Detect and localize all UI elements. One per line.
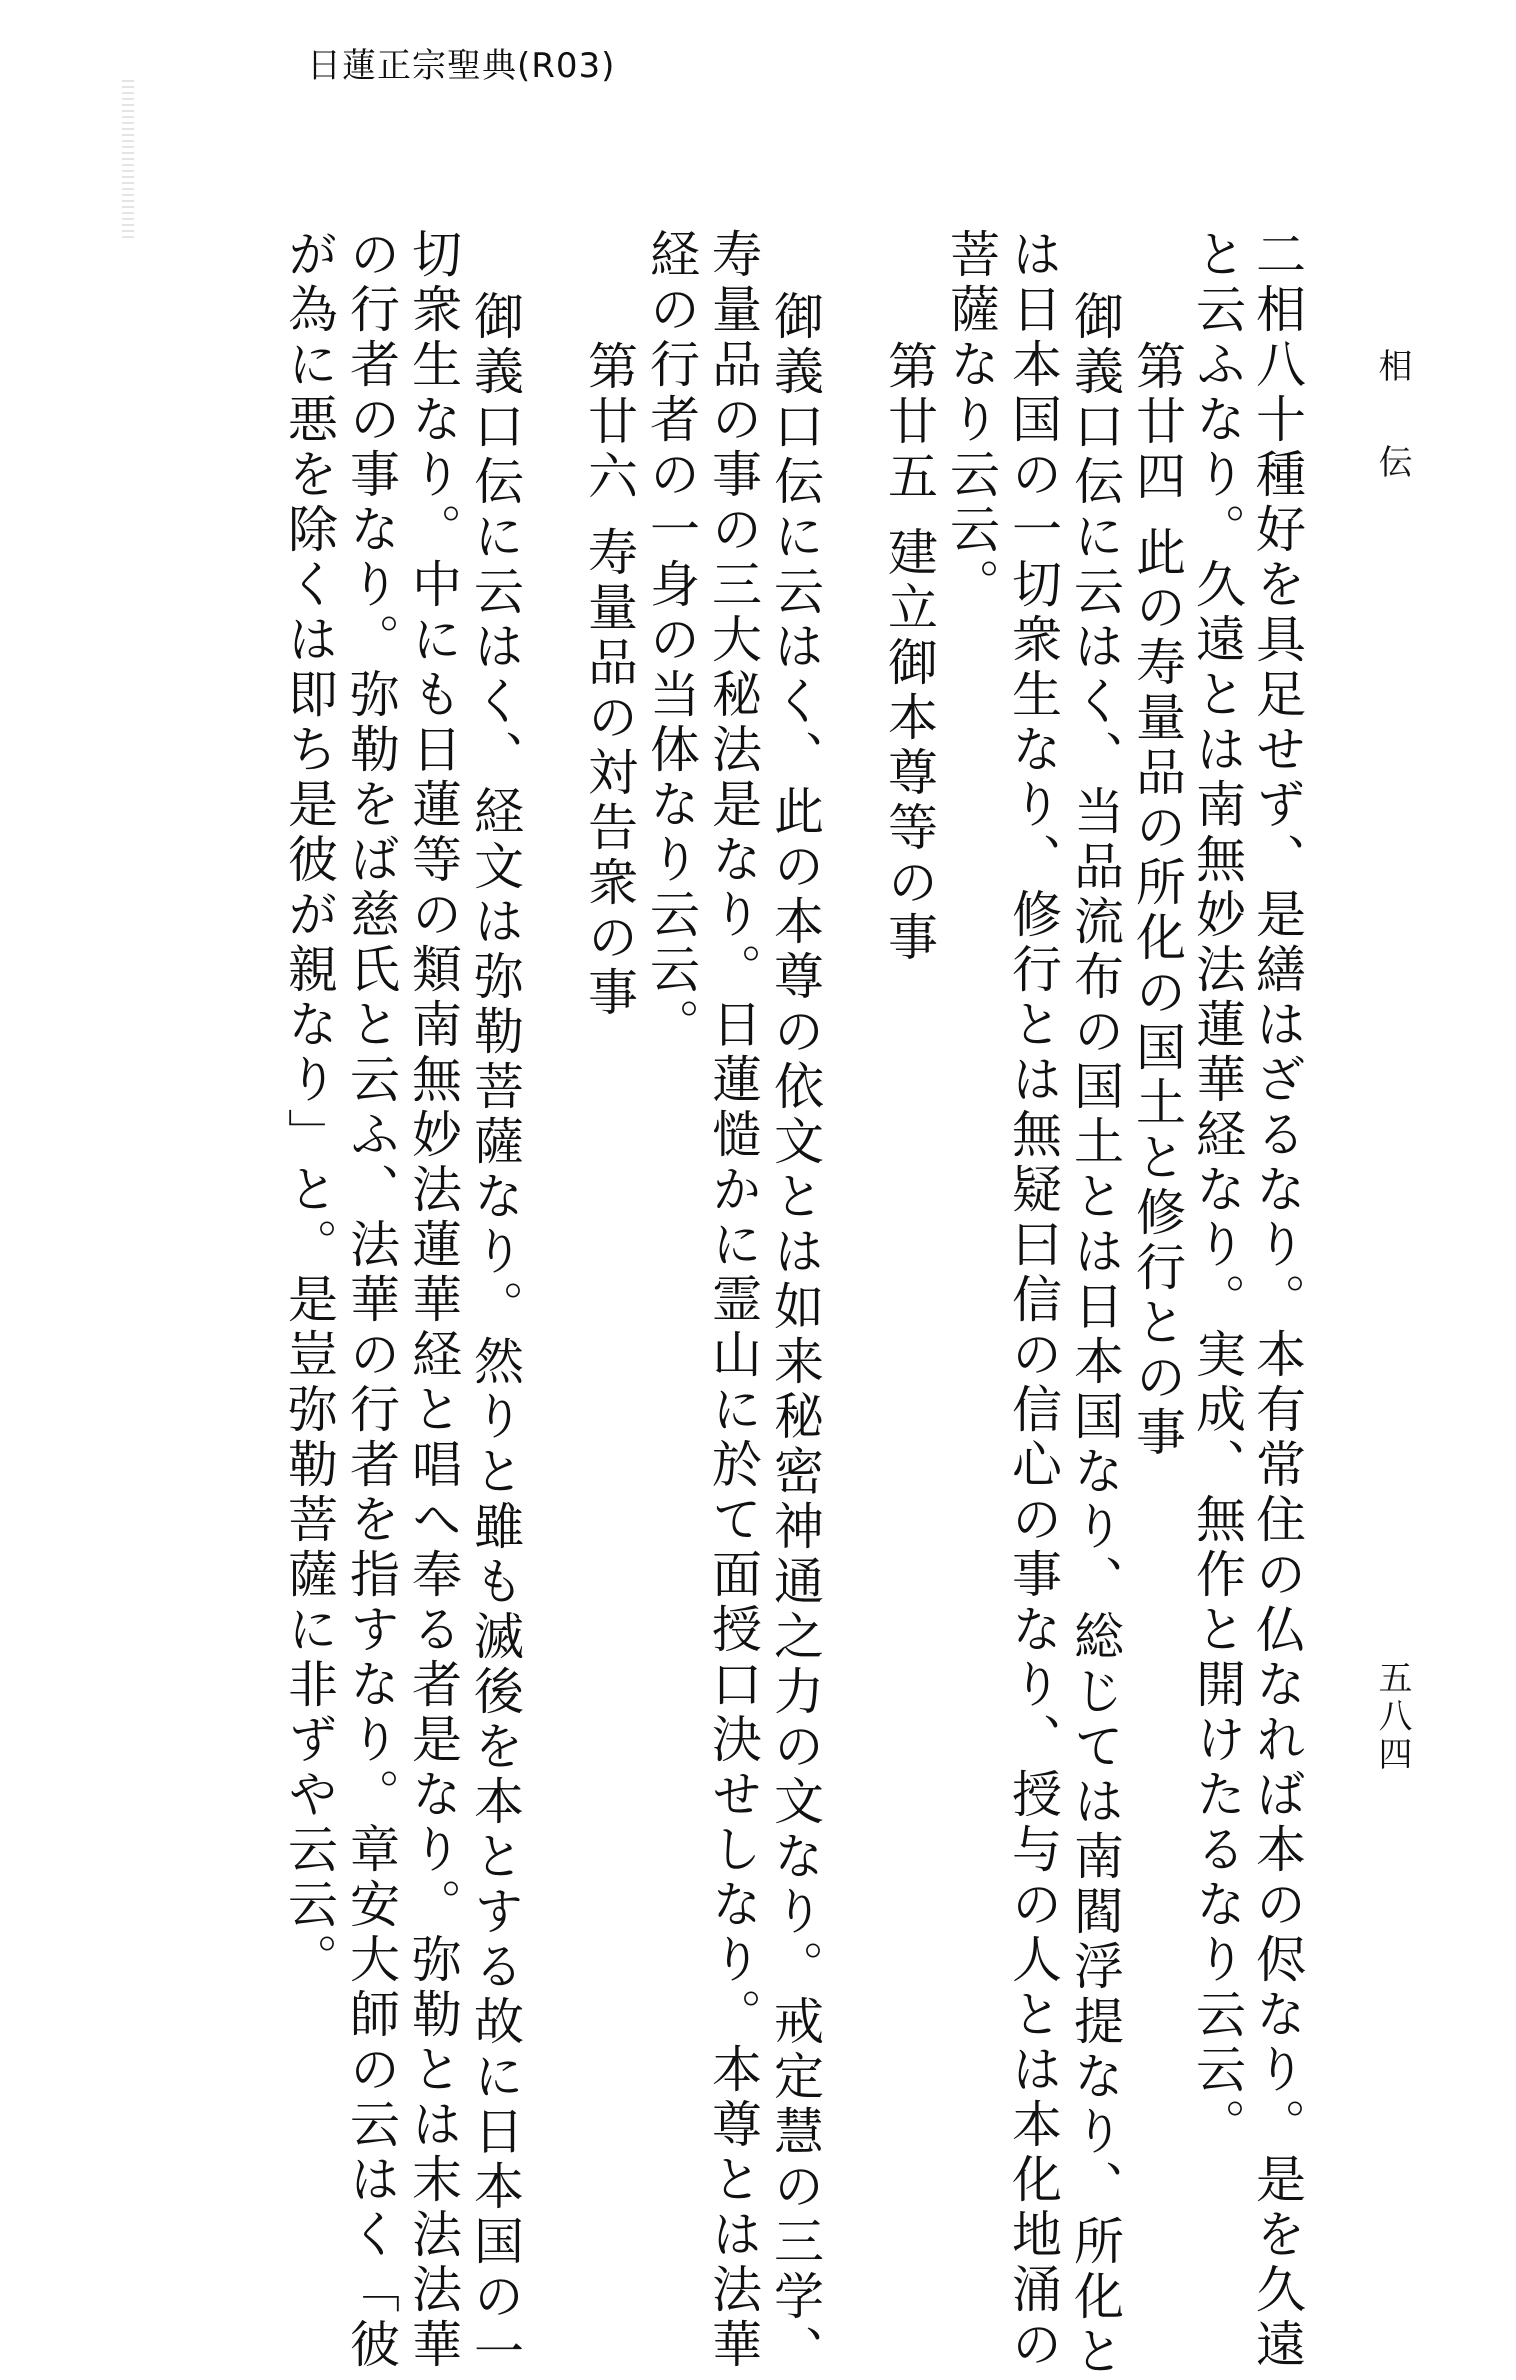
- section-heading: 第廿四 此の寿量品の所化の国土と修行との事: [1128, 340, 1186, 1461]
- text-column: が為に悪を除くは即ち是彼が親なり」と。是豈弥勒菩薩に非ずや云云。: [280, 228, 338, 1988]
- scan-artifact: [122, 80, 134, 240]
- document-header: 日蓮正宗聖典(R03): [307, 46, 616, 86]
- running-title: 相伝: [1372, 348, 1412, 540]
- text-column: と云ふなり。久遠とは南無妙法蓮華経なり。実成、無作と開けたるなり云云。: [1188, 228, 1246, 2153]
- text-column: 御義口伝に云はく、此の本尊の依文とは如来秘密神通之力の文なり。戒定慧の三学、: [766, 290, 824, 2380]
- text-column: 御義口伝に云はく、経文は弥勒菩薩なり。然りと雖も滅後を本とする故に日本国の一: [466, 290, 524, 2380]
- page-number: 五八四: [1372, 1660, 1412, 1774]
- text-column: 寿量品の事の三大秘法是なり。日蓮慥かに霊山に於て面授口決せしなり。本尊とは法華: [704, 228, 762, 2373]
- text-column: の行者の事なり。弥勒をば慈氏と云ふ、法華の行者を指すなり。章安大師の云はく「彼: [342, 228, 400, 2373]
- text-column: 二相八十種好を具足せず、是繕はざるなり。本有常住の仏なれば本の侭なり。是を久遠: [1248, 228, 1306, 2373]
- text-column: は日本国の一切衆生なり、修行とは無疑曰信の信心の事なり、授与の人とは本化地涌の: [1004, 228, 1062, 2373]
- text-column: 切衆生なり。中にも日蓮等の類南無妙法蓮華経と唱へ奉る者是なり。弥勒とは末法法華: [404, 228, 462, 2373]
- text-column: 御義口伝に云はく、当品流布の国土とは日本国なり、総じては南閻浮提なり、所化と: [1066, 290, 1124, 2380]
- text-column: 経の行者の一身の当体なり云云。: [642, 228, 700, 1053]
- text-column: 菩薩なり云云。: [942, 228, 1000, 613]
- section-heading: 第廿五 建立御本尊等の事: [880, 340, 938, 966]
- section-heading: 第廿六 寿量品の対告衆の事: [580, 340, 638, 1021]
